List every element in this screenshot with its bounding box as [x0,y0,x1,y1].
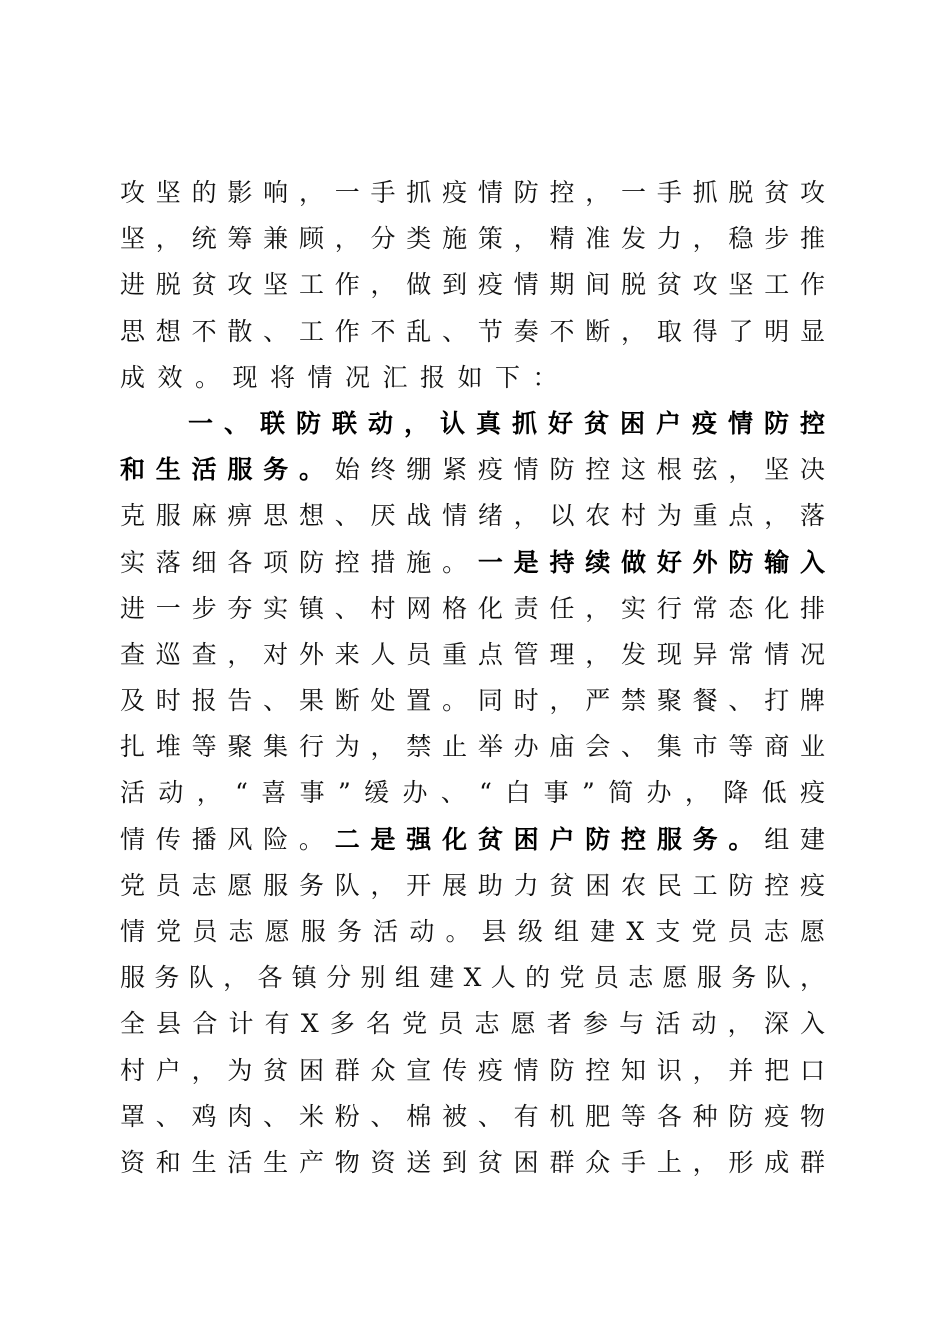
text-line [120,1094,825,1140]
body-text-segment: 进一步夯实镇、村网格化责任，实行常态化排 [120,593,825,623]
body-text-segment: 及时报告、果断处置。同时，严禁聚餐、打牌 [120,686,825,716]
body-text-segment: 情党员志愿服务活动。县级组建X支党员志愿 [120,917,825,946]
body-text [120,170,825,1186]
body-text-segment: 坚，统筹兼顾，分类施策，精准发力，稳步推 [120,224,825,254]
text-line [120,262,825,308]
bold-text: 和生活服务。 [120,455,335,485]
body-text-segment: 活动，“喜事”缓办、“白事”简办，降低疫 [120,778,825,808]
text-line [120,447,825,493]
text-line [120,1048,825,1094]
text-line [120,817,825,863]
body-text-segment: 村户，为贫困群众宣传疫情防控知识，并把口 [120,1055,825,1085]
body-text-segment: 情传播风险。 [120,824,335,854]
text-line [120,955,825,1001]
text-line [120,1140,825,1186]
body-text-segment: 实落细各项防控措施。 [120,547,478,577]
bold-text: 二是强化贫困户防控服务。 [334,824,765,854]
text-line [120,863,825,909]
body-text-segment: 克服麻痹思想、厌战情绪，以农村为重点，落 [120,501,825,531]
text-line [120,170,825,216]
body-text-segment: 进脱贫攻坚工作，做到疫情期间脱贫攻坚工作 [120,270,825,300]
body-text-segment: 组建 [764,824,825,854]
text-line [120,632,825,678]
text-line [120,401,825,447]
text-line [120,724,825,770]
body-text-segment: 罩、鸡肉、米粉、棉被、有机肥等各种防疫物 [120,1101,825,1131]
body-text-segment: 资和生活生产物资送到贫困群众手上，形成群 [120,1147,825,1177]
text-line [120,770,825,816]
text-line [120,909,825,955]
body-text-segment: 始终绷紧疫情防控这根弦，坚决 [334,455,825,485]
body-text-segment: 全县合计有X多名党员志愿者参与活动，深入 [120,1009,825,1039]
text-line [120,540,825,586]
body-text-segment: 扎堆等聚集行为，禁止举办庙会、集市等商业 [120,732,825,762]
text-line [120,355,825,401]
body-text-segment: 成效。现将情况汇报如下： [120,362,571,392]
text-line [120,309,825,355]
text-line [120,586,825,632]
body-text-segment: 攻坚的影响，一手抓疫情防控，一手抓脱贫攻 [120,178,825,207]
bold-text: 一是持续做好外防输入 [477,547,825,577]
body-text-segment: 思想不散、工作不乱、节奏不断，取得了明显 [120,316,825,346]
body-text-segment: 查巡查，对外来人员重点管理，发现异常情况 [120,639,825,669]
text-line [120,493,825,539]
text-line [120,216,825,262]
bold-text: 一、联防联动，认真抓好贫困户疫情防控 [188,408,825,438]
text-line [120,1001,825,1047]
body-text-segment: 服务队，各镇分别组建X人的党员志愿服务队， [120,963,825,993]
text-line [120,678,825,724]
body-text-segment: 党员志愿服务队，开展助力贫困农民工防控疫 [120,870,825,900]
